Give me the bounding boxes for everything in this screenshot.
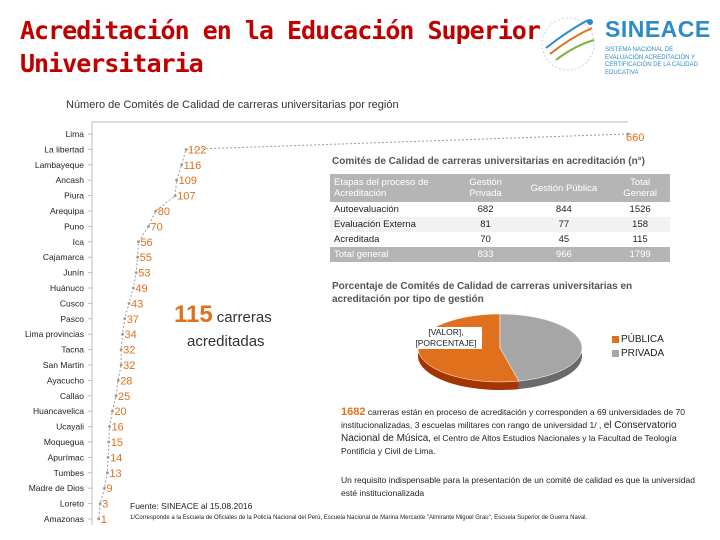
y-tick-label: Cusco — [59, 298, 84, 309]
y-tick-label: Ayacucho — [46, 375, 84, 386]
table-cell: Acreditada — [334, 234, 380, 245]
data-point — [136, 256, 139, 259]
data-point — [115, 394, 118, 397]
y-tick-label: Amazonas — [43, 514, 84, 524]
legend-label: PRIVADA — [621, 348, 665, 359]
data-label: 70 — [150, 221, 163, 234]
table-total-row — [330, 247, 670, 262]
process-text-2: el Conservatorio Nacional de Música, — [341, 420, 677, 444]
pie-title: Porcentaje de Comités de Calidad de carreras universitarias en acreditación por tipo de gestión — [332, 281, 633, 305]
data-label: 55 — [139, 252, 152, 265]
y-tick-label: Madre de Dios — [28, 483, 84, 494]
y-tick-label: Tumbes — [53, 467, 84, 478]
table-cell: 77 — [518, 217, 611, 232]
y-tick-label: Lima provincias — [24, 329, 84, 340]
y-tick-label: Arequipa — [49, 206, 84, 216]
chart-subtitle: Número de Comités de Calidad de carreras universitarias por región — [66, 99, 399, 111]
data-label: 660 — [626, 132, 645, 144]
data-label: 56 — [140, 236, 153, 249]
process-text-3: el Centro de Altos Estudios Nacionales y la Facultad de Teología Pontificia y Civil de Lima. — [341, 433, 677, 456]
y-tick-label: Ica — [72, 236, 84, 247]
y-tick-label: Ancash — [55, 175, 84, 186]
pie-slice-label: [VALOR], [PORCENTAJE] — [410, 327, 482, 349]
table-cell: 966 — [518, 247, 611, 262]
y-tick-label: Loreto — [59, 498, 84, 509]
y-tick-label: Lima — [65, 129, 84, 139]
table-cell: 81 — [454, 217, 518, 232]
sineace-emblem-icon — [536, 12, 602, 74]
y-tick-label: Ucayali — [56, 421, 84, 432]
data-point — [185, 148, 188, 151]
data-point — [108, 425, 111, 428]
data-point — [120, 364, 123, 367]
data-label: 107 — [177, 190, 196, 203]
table-cell: 158 — [610, 217, 670, 232]
table-cell: 1799 — [610, 247, 670, 262]
data-label: 32 — [123, 360, 136, 372]
table-cell: 1526 — [629, 204, 651, 215]
table-cell: 682 — [477, 204, 494, 215]
data-point — [107, 441, 110, 444]
process-count: 1682 — [341, 406, 366, 418]
data-point — [132, 287, 135, 290]
data-point — [137, 240, 140, 243]
y-tick-label: Tacna — [61, 344, 84, 355]
header-public: Gestión Pública — [518, 174, 611, 202]
pie-legend — [612, 334, 664, 362]
data-point — [154, 210, 157, 213]
y-tick-label: Piura — [64, 190, 84, 201]
data-point — [174, 194, 177, 197]
table-cell: 115 — [632, 234, 648, 245]
data-label: 109 — [178, 175, 197, 188]
y-tick-label: Puno — [64, 221, 84, 232]
source-note: Fuente: SINEACE al 15.08.2016 — [130, 501, 253, 511]
accredited-count: 115 — [174, 301, 213, 328]
data-point — [111, 410, 114, 413]
requirement-note: Un requisito indispensable para la presentación de un comité de calidad es que la universidad esté institucionalizada — [341, 475, 695, 498]
y-tick-label: Apurímac — [47, 452, 84, 463]
data-label: 116 — [183, 159, 202, 172]
table-row — [330, 217, 670, 232]
data-point — [135, 271, 138, 274]
logo-subtitle: SISTEMA NACIONAL DE EVALUACIÓN ACREDITACIÓN Y CERTIFICACIÓN DE LA CALIDAD EDUCATIVA — [605, 47, 698, 76]
footnote: 1/Corresponde a la Escuela de Oficiales de la Policía Nacional del Perú, Escuela Nacional de Marina Mercante "Almirante Miguel Grau", Escuela Superior de Guerra Naval. — [130, 515, 588, 521]
header-stage: Etapas del proceso de Acreditación — [330, 174, 454, 202]
table-title: Comités de Calidad de carreras universitarias en acreditación (n°) — [332, 156, 646, 167]
legend-swatch — [612, 350, 619, 357]
process-paragraph — [341, 406, 701, 458]
table-cell: Autoevaluación — [334, 204, 399, 215]
y-tick-label: Callao — [59, 390, 84, 401]
data-point — [123, 317, 126, 320]
legend-item-privada — [612, 348, 664, 359]
data-label: 3 — [102, 498, 109, 511]
data-label: 80 — [157, 206, 170, 218]
table-cell: 45 — [558, 234, 570, 245]
data-point — [99, 502, 102, 505]
table-row — [330, 202, 670, 217]
data-label: 15 — [110, 437, 124, 449]
accredited-unit: carreras — [216, 309, 272, 326]
sineace-logo — [536, 12, 716, 78]
data-label: 32 — [123, 344, 136, 357]
data-point — [103, 487, 106, 490]
data-label: 20 — [114, 406, 127, 419]
data-label: 53 — [138, 267, 151, 280]
data-point — [106, 471, 109, 474]
data-point — [120, 348, 123, 351]
table-header-row — [330, 174, 670, 202]
table-cell: 833 — [454, 247, 518, 262]
logo-name: SINEACE — [605, 16, 711, 42]
y-tick-label: La libertad — [44, 144, 84, 155]
data-label: 1 — [100, 514, 107, 526]
page-title: Acreditación en la Educación Superior Universitaria — [20, 16, 540, 78]
accredited-label: acreditadas — [187, 333, 265, 350]
data-label: 13 — [109, 467, 122, 480]
data-point — [107, 456, 110, 459]
legend-swatch — [612, 336, 619, 343]
data-label: 49 — [135, 283, 148, 295]
y-tick-label: Moquegua — [43, 437, 84, 447]
process-text-1: carreras están en proceso de acreditación y corresponden a 69 universidades de 70 institucionalizadas, 3 escuelas militares con rango de universidad 1/ , — [341, 407, 685, 430]
data-label: 43 — [131, 298, 144, 311]
data-label: 34 — [124, 329, 137, 342]
y-tick-label: Cajamarca — [42, 252, 84, 263]
table-cell: Total general — [330, 247, 454, 262]
data-label: 37 — [126, 313, 139, 326]
data-point — [117, 379, 120, 382]
y-tick-label: Junín — [63, 267, 84, 278]
data-point — [180, 163, 183, 166]
data-point — [97, 518, 100, 521]
data-label: 25 — [118, 390, 131, 403]
data-label: 28 — [120, 375, 133, 388]
y-tick-label: San Martin — [42, 360, 84, 370]
data-label: 16 — [111, 421, 124, 434]
data-label: 122 — [188, 144, 207, 157]
data-point — [128, 302, 131, 305]
y-tick-label: Lambayeque — [34, 159, 84, 170]
header-private: Gestión Privada — [454, 174, 518, 202]
data-point — [147, 225, 150, 228]
header-total: Total General — [610, 174, 670, 202]
data-label: 14 — [110, 452, 123, 465]
table-cell: Evaluación Externa — [330, 217, 454, 232]
data-point — [175, 179, 178, 182]
legend-item-publica — [612, 334, 664, 345]
gestion-pie-chart — [395, 308, 605, 398]
table-row — [330, 232, 670, 247]
accredited-callout — [174, 301, 272, 350]
y-tick-label: Huánuco — [49, 283, 84, 293]
y-tick-label: Huancavelica — [32, 406, 84, 417]
accreditation-table — [330, 174, 670, 262]
data-label: 9 — [106, 483, 113, 496]
table-cell: 844 — [555, 204, 572, 215]
table-cell: 70 — [480, 234, 491, 245]
legend-label: PÚBLICA — [621, 334, 664, 345]
data-point — [121, 333, 124, 336]
y-tick-label: Pasco — [60, 313, 84, 324]
